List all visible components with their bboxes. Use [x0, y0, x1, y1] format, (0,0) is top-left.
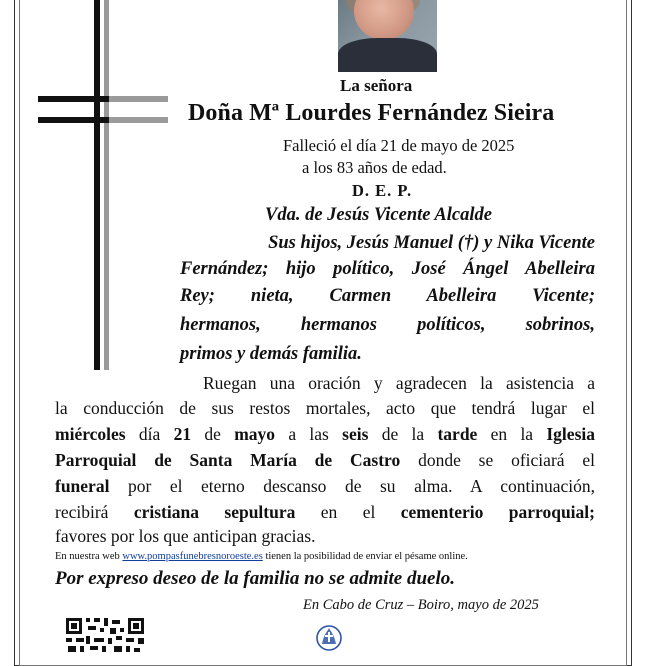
notice-line: miércoles día 21 de mayo a las seis de la tarde en la Iglesia — [55, 424, 595, 444]
family-line: primos y demás familia. — [180, 344, 362, 364]
notice-line: funeral por el eterno descanso de su alma. A continuación, — [55, 476, 595, 496]
notice-line: recibirá cristiana sepultura en el cementerio parroquial; — [55, 502, 595, 522]
death-date: Falleció el día 21 de mayo de 2025 — [283, 136, 515, 155]
cross-vertical-light — [104, 0, 109, 370]
family-line: hermanos, hermanos políticos, sobrinos, — [180, 315, 595, 335]
age-text: a los 83 años de edad. — [302, 158, 447, 177]
family-line: Sus hijos, Jesús Manuel (†) y Nika Vicente — [268, 233, 595, 253]
notice-line: Parroquial de Santa María de Castro donde se oficiará el — [55, 450, 596, 470]
place-date-text: En Cabo de Cruz – Boiro, mayo de 2025 — [303, 597, 539, 613]
web-notice: En nuestra web www.pompasfunebresnoroeste.es tienen la posibilidad de enviar el pésame online. — [55, 551, 468, 562]
notice-line: Ruegan una oración y agradecen la asistencia a — [203, 373, 595, 393]
funeral-home-logo-icon — [312, 622, 346, 652]
website-link[interactable]: www.pompasfunebresnoroeste.es — [122, 551, 263, 562]
notice-line: la conducción de sus restos mortales, acto que tendrá lugar el — [55, 398, 595, 418]
rip-text: D. E. P. — [352, 181, 413, 200]
cross-horizontal-light-bottom — [109, 117, 168, 123]
cross-horizontal-light-top — [109, 96, 168, 102]
widow-text: Vda. de Jesús Vicente Alcalde — [265, 205, 492, 225]
deceased-photo — [338, 0, 437, 72]
no-duel-text: Por expreso deseo de la familia no se admite duelo. — [55, 568, 456, 589]
deceased-name: Doña Mª Lourdes Fernández Sieira — [188, 100, 555, 126]
family-line: Fernández; hijo político, José Ángel Abelleira — [180, 259, 595, 279]
family-line: Rey; nieta, Carmen Abelleira Vicente; — [180, 286, 595, 306]
intro-text: La señora — [340, 76, 413, 95]
qr-code-icon[interactable] — [64, 614, 146, 654]
cross-vertical-dark — [94, 0, 100, 370]
notice-line: favores por los que anticipan gracias. — [55, 526, 316, 546]
